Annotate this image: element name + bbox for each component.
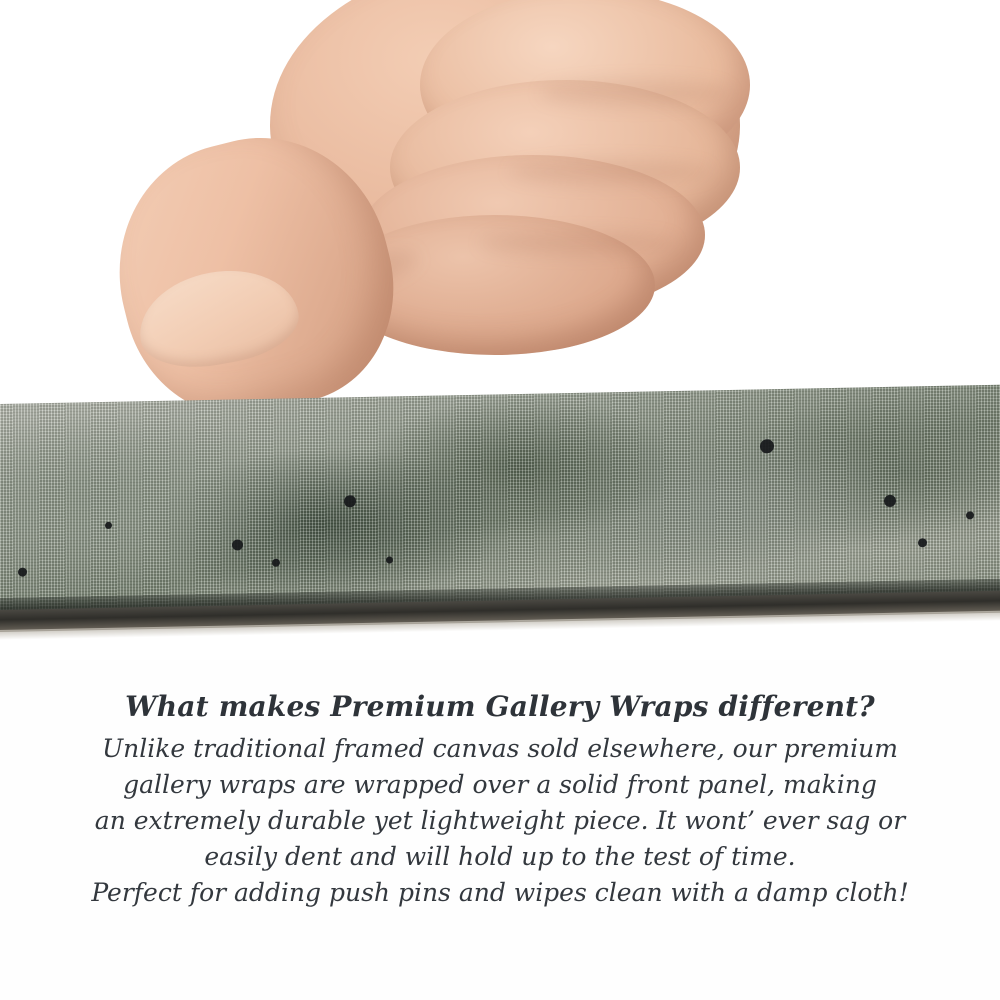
caption-heading: What makes Premium Gallery Wraps different?	[125, 690, 875, 723]
hand-illustration	[120, 0, 740, 430]
canvas-speck	[386, 556, 393, 563]
knuckle-shadow	[480, 232, 675, 254]
canvas-speck	[760, 439, 774, 453]
canvas-speck	[344, 495, 356, 507]
caption-line: Perfect for adding push pins and wipes clean with a damp cloth!	[91, 878, 909, 907]
caption-line: an extremely durable yet lightweight piece. It wont’ ever sag or	[94, 806, 906, 835]
canvas-speck	[884, 495, 896, 507]
canvas-speck	[105, 522, 112, 529]
knuckle-shadow	[540, 80, 730, 106]
caption-block	[0, 690, 1000, 911]
canvas-speck	[918, 538, 927, 547]
knuckle-shadow	[510, 160, 710, 184]
canvas-speck	[966, 511, 974, 519]
canvas-speck	[18, 567, 27, 576]
canvas-wrap-edge	[0, 404, 1000, 640]
canvas-speck	[232, 539, 243, 550]
canvas-speck	[272, 559, 280, 567]
caption-line: Unlike traditional framed canvas sold elsewhere, our premium	[102, 734, 898, 763]
caption-line: easily dent and will hold up to the test of time.	[204, 842, 796, 871]
caption-line: gallery wraps are wrapped over a solid front panel, making	[123, 770, 877, 799]
